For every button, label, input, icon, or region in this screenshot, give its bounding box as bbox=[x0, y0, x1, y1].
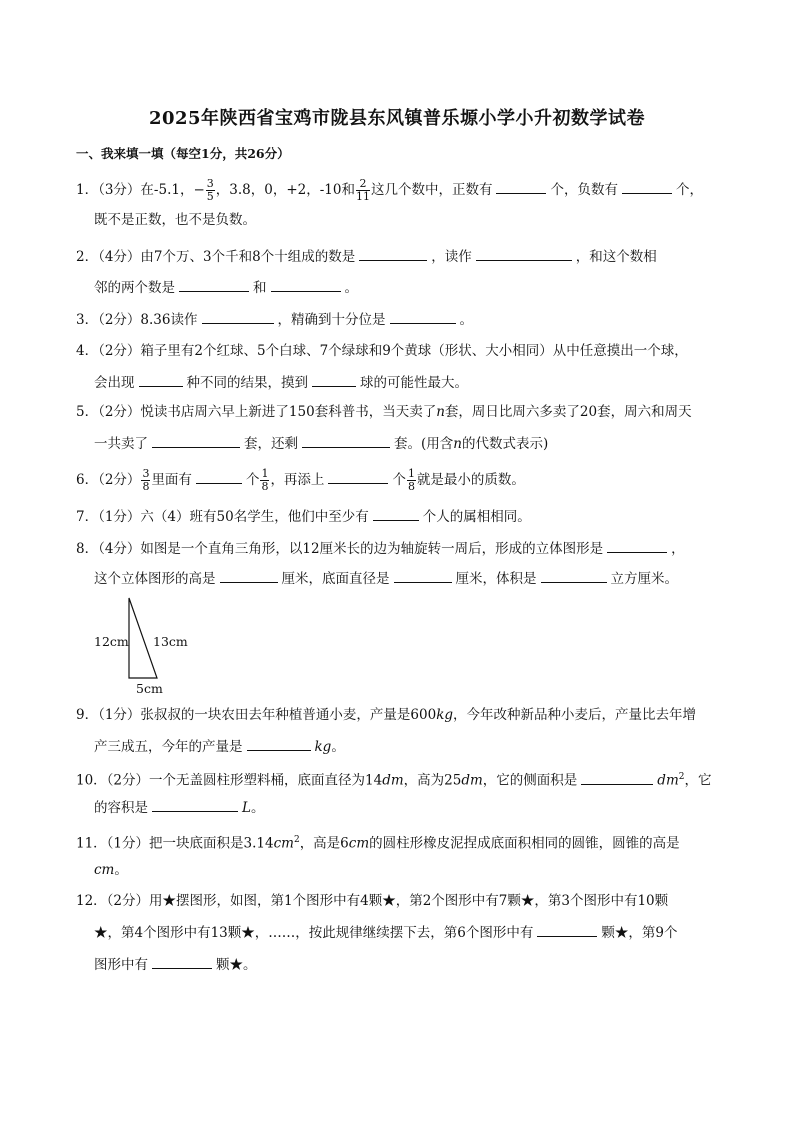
answer-blank[interactable] bbox=[202, 309, 274, 324]
question-1-line-2: 既不是正数，也不是负数。 bbox=[94, 212, 256, 228]
answer-blank[interactable] bbox=[139, 372, 183, 387]
page-title: 2025年陕西省宝鸡市陇县东风镇普乐塬小学小升初数学试卷 bbox=[148, 108, 646, 129]
answer-blank[interactable] bbox=[328, 469, 388, 484]
fraction: $\frac{2}{11}$ bbox=[355, 177, 370, 203]
answer-blank[interactable] bbox=[247, 736, 311, 751]
fraction: $\frac{1}{8}$ bbox=[261, 467, 269, 493]
question-2-line-2: 邻的两个数是 和 。 bbox=[94, 277, 358, 298]
q1-text: 1．（3分）在-5.1， bbox=[76, 182, 194, 198]
question-5-line-1: 5．（2分）悦读书店周六早上新进了150套科普书，当天卖了n套，周日比周六多卖了20套，周六和周天 bbox=[76, 404, 692, 420]
question-11-line-2: cm。 bbox=[94, 862, 128, 878]
answer-blank[interactable] bbox=[607, 538, 667, 553]
question-10-line-1: 10．（2分）一个无盖圆柱形塑料桶，底面直径为14dm，高为25dm，它的侧面积是 $dm^2$，它 bbox=[76, 767, 711, 791]
question-12-line-1: 12．（2分）用★摆图形，如图，第1个图形中有4颗★，第2个图形中有7颗★，第3个图形中有10颗 bbox=[76, 893, 669, 909]
question-1-line-1 bbox=[76, 178, 703, 203]
answer-blank[interactable] bbox=[271, 277, 341, 292]
question-9-line-1: 9．（1分）张叔叔的一块农田去年种植普通小麦，产量是600kg，今年改种新品种小麦后，产量比去年增 bbox=[76, 707, 697, 723]
q1-text: 这几个数中，正数有 bbox=[370, 182, 493, 198]
answer-blank[interactable] bbox=[152, 954, 212, 969]
label-side-12cm: 12cm bbox=[94, 634, 129, 649]
q1-text: 个， bbox=[675, 182, 703, 198]
q1-text: ，3.8，0，+2，-10和 bbox=[215, 182, 355, 198]
question-12-line-3: 图形中有 颗★。 bbox=[94, 954, 257, 975]
question-8-line-2: 这个立体图形的高是 厘米，底面直径是 厘米，体积是 立方厘米。 bbox=[94, 568, 678, 589]
answer-blank[interactable] bbox=[196, 469, 242, 484]
answer-blank[interactable] bbox=[179, 277, 249, 292]
answer-blank[interactable] bbox=[390, 309, 456, 324]
question-8-line-1: 8．（4分）如图是一个直角三角形，以12厘米长的边为轴旋转一周后，形成的立体图形是 ， bbox=[76, 538, 685, 559]
question-5-line-2: 一共卖了 套，还剩 套。(用含n的代数式表示) bbox=[94, 433, 548, 454]
variable-n: n bbox=[453, 436, 462, 452]
question-3: 3．（2分）8.36读作 ，精确到十分位是 。 bbox=[76, 309, 473, 330]
question-4-line-1: 4．（2分）箱子里有2个红球、5个白球、7个绿球和9个黄球（形状、大小相同）从中任意摸出一个球， bbox=[76, 343, 688, 359]
answer-blank[interactable] bbox=[394, 568, 452, 583]
question-10-line-2: 的容积是 L。 bbox=[94, 797, 264, 818]
answer-blank[interactable] bbox=[312, 372, 356, 387]
question-2-line-1: 2．（4分）由7个万、3个千和8个十组成的数是 ，读作 ，和这个数相 bbox=[76, 246, 657, 267]
answer-blank[interactable] bbox=[220, 568, 278, 583]
question-12-line-2: ★，第4个图形中有13颗★，……，按此规律继续摆下去，第6个图形中有 颗★，第9个 bbox=[94, 922, 677, 943]
fraction: $\frac{3}{5}$ bbox=[206, 177, 214, 203]
question-9-line-2: 产三成五，今年的产量是 kg。 bbox=[94, 736, 345, 757]
answer-blank[interactable] bbox=[581, 770, 653, 785]
answer-blank[interactable] bbox=[622, 179, 672, 194]
question-4-line-2: 会出现 种不同的结果，摸到 球的可能性最大。 bbox=[94, 372, 468, 393]
answer-blank[interactable] bbox=[302, 433, 390, 448]
section-heading: 一、我来填一填（每空1分，共26分） bbox=[76, 146, 290, 161]
fraction: $\frac{3}{8}$ bbox=[142, 467, 150, 493]
answer-blank[interactable] bbox=[152, 797, 238, 812]
variable-n: n bbox=[436, 404, 445, 420]
question-11-line-1: 11．（1分）把一块底面积是$3.14cm^2$，高是6cm的圆柱形橡皮泥捏成底面积相同的圆锥，圆锥的高是 bbox=[76, 835, 680, 852]
minus-sign: − bbox=[193, 182, 205, 198]
answer-blank[interactable] bbox=[537, 922, 597, 937]
label-hypotenuse-13cm: 13cm bbox=[153, 634, 188, 649]
question-7: 7．（1分）六（4）班有50名学生，他们中至少有 个人的属相相同。 bbox=[76, 506, 531, 527]
q1-text: 个，负数有 bbox=[550, 182, 618, 198]
answer-blank[interactable] bbox=[496, 179, 546, 194]
label-base-5cm: 5cm bbox=[136, 681, 163, 696]
answer-blank[interactable] bbox=[359, 246, 427, 261]
question-6: 6．（2分） $\frac{3}{8}$ 里面有 个 $\frac{1}{8}$ ，再添上 个 $\frac{1}{8}$ 就是最小的质数。 bbox=[76, 467, 525, 493]
fraction: $\frac{1}{8}$ bbox=[407, 467, 415, 493]
answer-blank[interactable] bbox=[373, 506, 419, 521]
answer-blank[interactable] bbox=[541, 568, 607, 583]
answer-blank[interactable] bbox=[476, 246, 572, 261]
answer-blank[interactable] bbox=[152, 433, 240, 448]
